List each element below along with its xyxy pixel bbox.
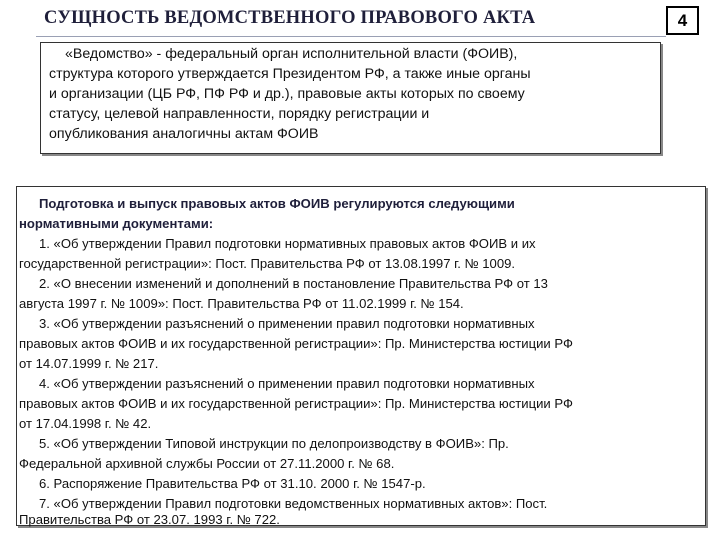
title-divider: [36, 36, 666, 37]
document-line: правовых актов ФОИВ и их государственной регистрации»: Пр. Министерства юстиции РФ: [19, 396, 573, 411]
document-line: 7. «Об утверждении Правил подготовки ведомственных нормативных актов»: Пост.: [39, 496, 548, 511]
documents-intro-line: нормативными документами:: [19, 216, 214, 231]
definition-line: опубликования аналогичны актам ФОИВ: [49, 126, 319, 142]
definition-line: структура которого утверждается Президентом РФ, а также иные органы: [49, 66, 531, 82]
document-line: правовых актов ФОИВ и их государственной регистрации»: Пр. Министерства юстиции РФ: [19, 336, 573, 351]
document-line: Федеральной архивной службы России от 27.11.2000 г. № 68.: [19, 456, 395, 471]
document-line: государственной регистрации»: Пост. Правительства РФ от 13.08.1997 г. № 1009.: [19, 256, 516, 271]
page-title: СУЩНОСТЬ ВЕДОМСТВЕННОГО ПРАВОВОГО АКТА: [44, 8, 536, 28]
document-line: 4. «Об утверждении разъяснений о применении правил подготовки нормативных: [39, 376, 535, 391]
document-line: 6. Распоряжение Правительства РФ от 31.10. 2000 г. № 1547-р.: [39, 476, 426, 491]
document-line: от 17.04.1998 г. № 42.: [19, 416, 152, 431]
document-line: 1. «Об утверждении Правил подготовки нормативных правовых актов ФОИВ и их: [39, 236, 536, 251]
document-line: 2. «О внесении изменений и дополнений в постановление Правительства РФ от 13: [39, 276, 548, 291]
definition-line: «Ведомство» - федеральный орган исполнительной власти (ФОИВ),: [65, 46, 518, 62]
definition-box: [40, 42, 661, 154]
document-line: 5. «Об утверждении Типовой инструкции по делопроизводству в ФОИВ»: Пр.: [39, 436, 509, 451]
documents-box: [16, 186, 706, 526]
definition-line: статусу, целевой направленности, порядку регистрации и: [49, 106, 430, 122]
document-line: 3. «Об утверждении разъяснений о применении правил подготовки нормативных: [39, 316, 535, 331]
document-line: от 14.07.1999 г. № 217.: [19, 356, 159, 371]
document-line: августа 1997 г. № 1009»: Пост. Правительства РФ от 11.02.1999 г. № 154.: [19, 296, 464, 311]
definition-line: и организации (ЦБ РФ, ПФ РФ и др.), правовые акты которых по своему: [49, 86, 525, 102]
slide-number-badge: 4: [666, 6, 699, 35]
documents-intro-line: Подготовка и выпуск правовых актов ФОИВ регулируются следующими: [39, 196, 515, 211]
document-line: Правительства РФ от 23.07. 1993 г. № 722.: [19, 512, 280, 527]
